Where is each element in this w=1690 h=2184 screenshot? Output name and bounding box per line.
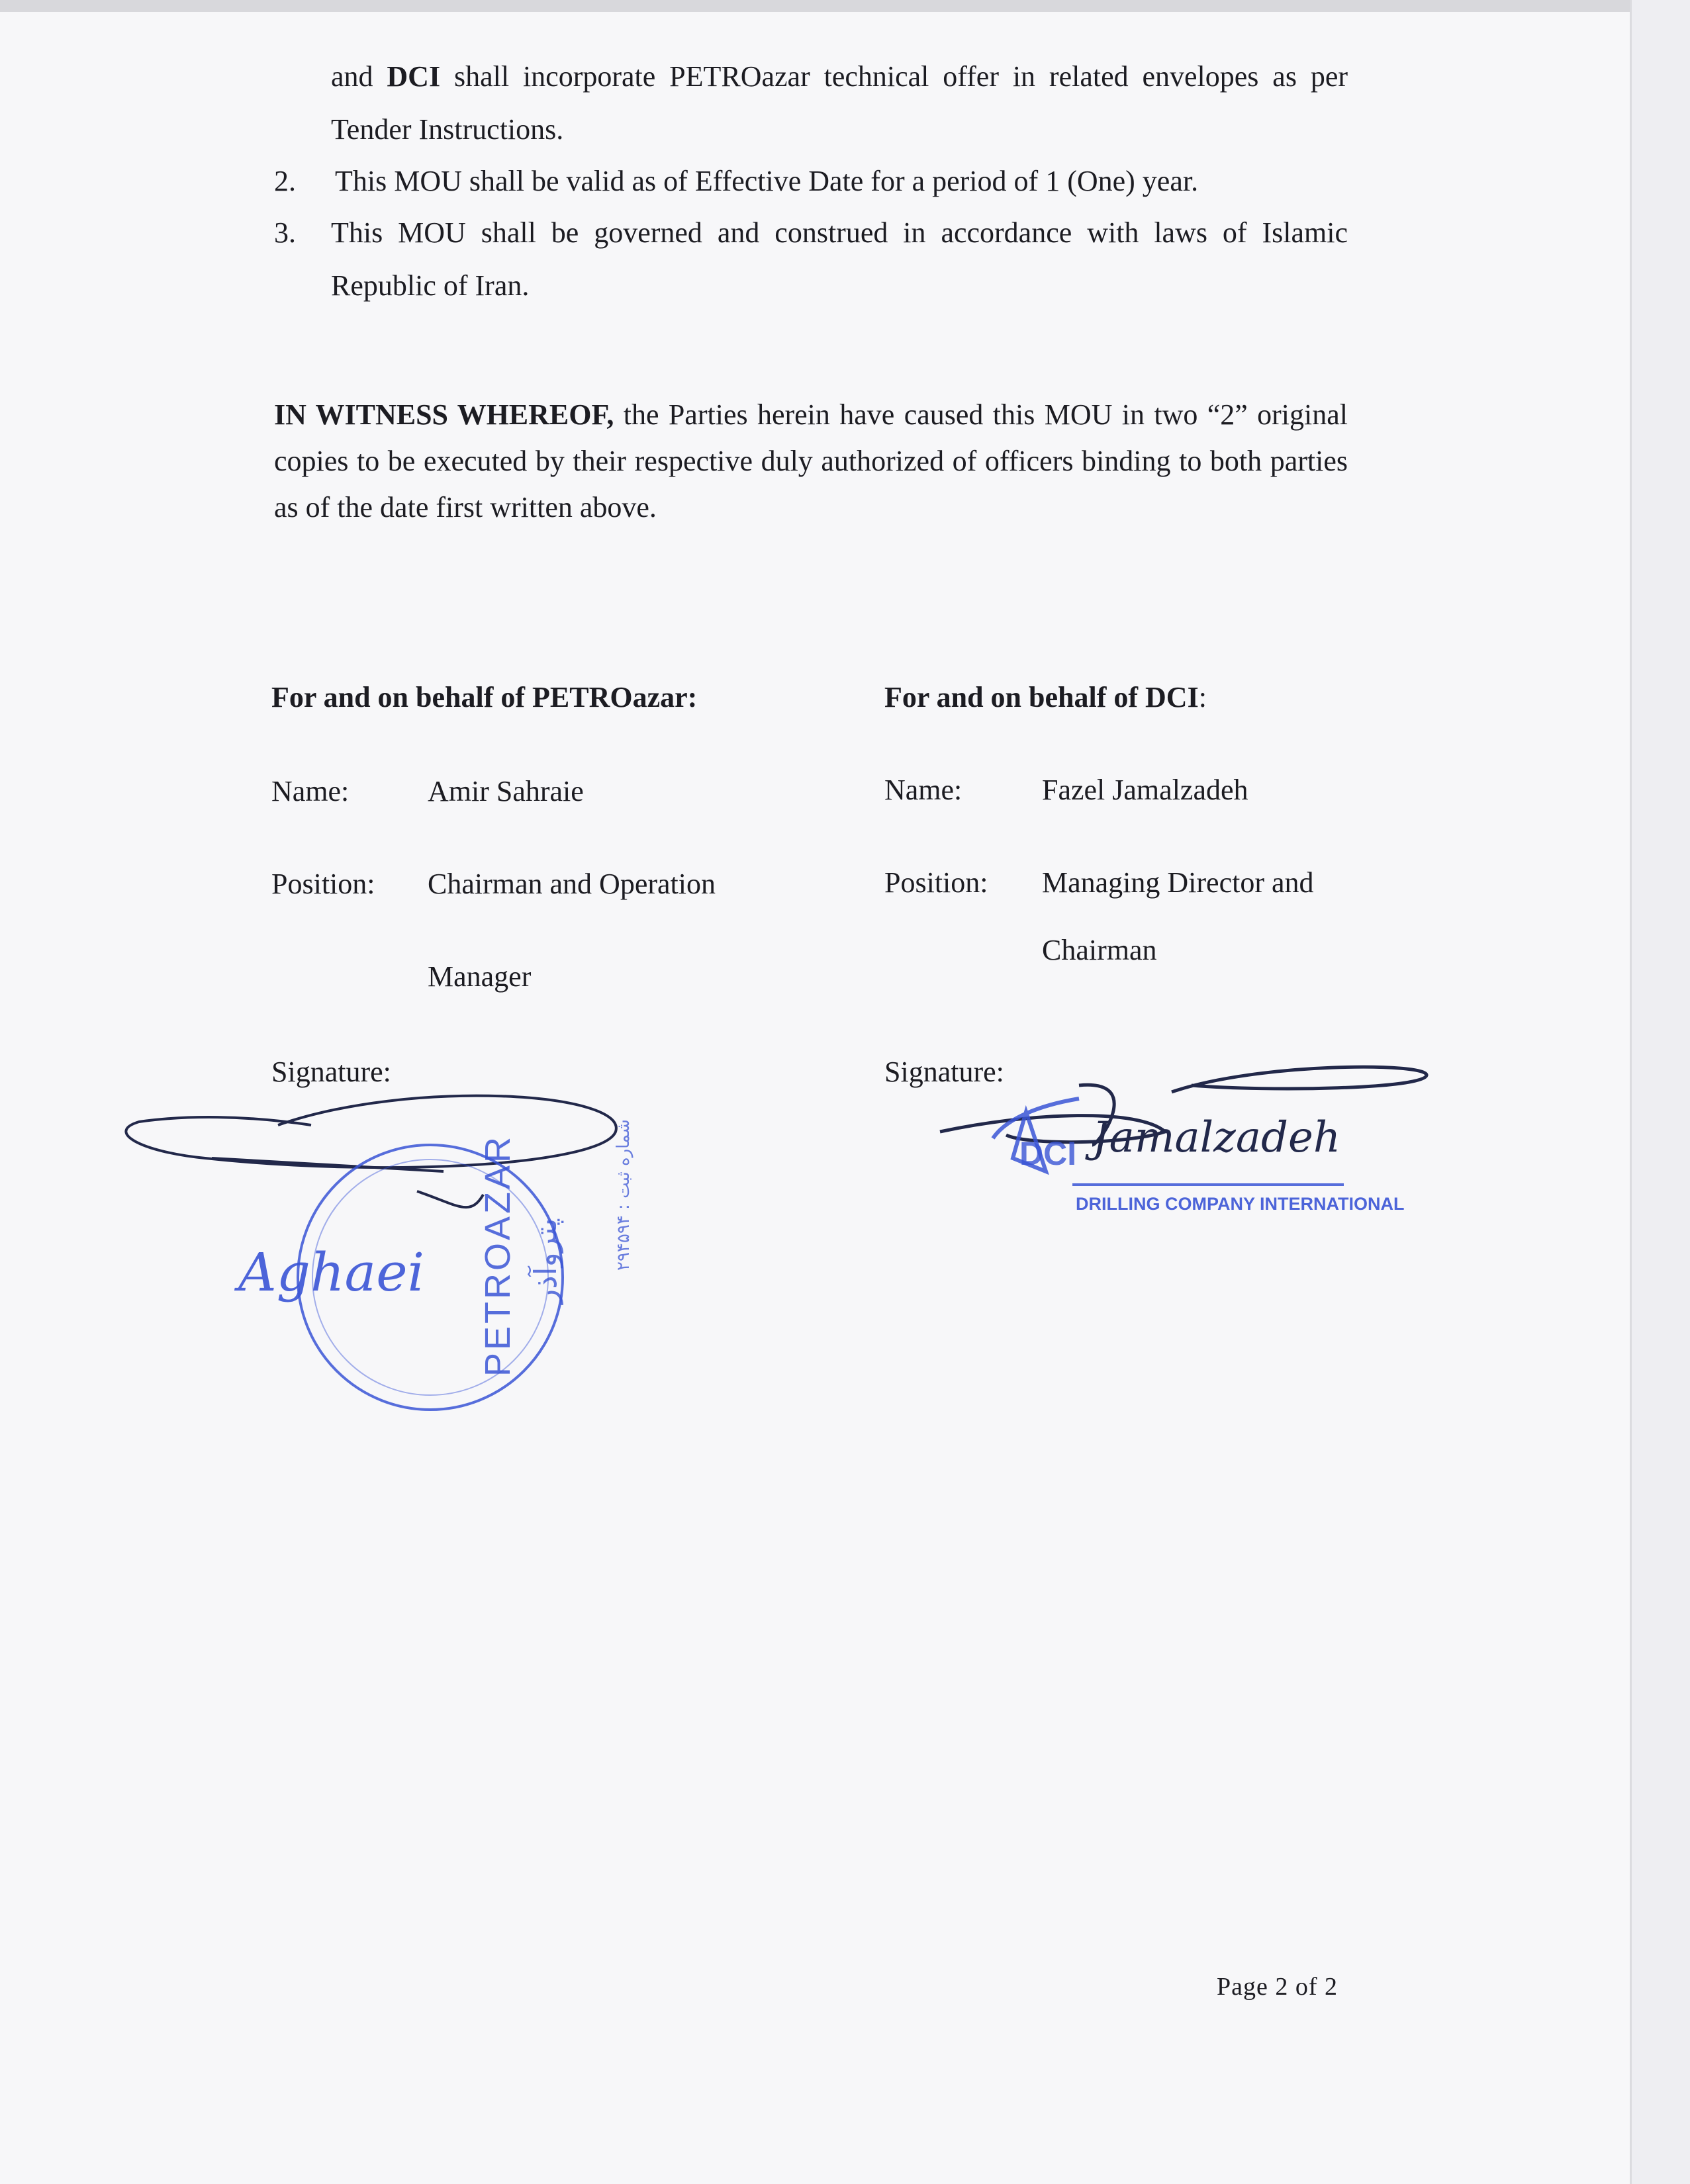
- item-2-number: 2.: [274, 165, 296, 197]
- page-right-edge: [1630, 0, 1690, 2184]
- dci-stamp-signature: [927, 1052, 1443, 1224]
- petroazar-position: Chairman and Operation: [428, 868, 716, 900]
- petroazar-signature-label: Signature:: [271, 1056, 391, 1088]
- petroazar-signature-loop: [126, 1096, 616, 1167]
- item-2-text: This MOU shall be valid as of Effective Date for a period of 1 (One) year.: [335, 165, 1199, 197]
- dci-stamp-logo: DCI: [1019, 1135, 1077, 1172]
- dci-stamp-text: DRILLING COMPANY INTERNATIONAL: [1076, 1194, 1405, 1214]
- dci-position: Managing Director and: [1042, 866, 1314, 899]
- petroazar-name: Amir Sahraie: [428, 775, 584, 807]
- petroazar-stamp-signature: [113, 1052, 634, 1423]
- petroazar-position-line2: Manager: [428, 960, 532, 993]
- item-3-text: This MOU shall be governed and construed in accordance with laws of Islamic: [331, 216, 1348, 249]
- petroazar-stamp-number: ۲۹۴۵۹۴ : شماره ثبت: [614, 1119, 634, 1271]
- witness-paragraph: IN WITNESS WHEREOF, the Parties herein have caused this MOU in two “2” original copies to be executed by their respective duly authorized of officers binding to both parties as of the date first written above.: [274, 398, 1348, 523]
- petroazar-signature-scrawl: Aghaei: [238, 1242, 425, 1303]
- petroazar-name-label: Name:: [271, 775, 350, 807]
- petroazar-stamp-latin: PETROAZAR: [478, 1134, 518, 1377]
- item-3-number: 3.: [274, 216, 296, 249]
- dci-signature-scrawl: Jamalzadeh: [1092, 1113, 1341, 1162]
- clause-continuation: and DCI shall incorporate PETROazar technical offer in related envelopes as per: [331, 60, 1348, 93]
- page-number: Page 2 of 2: [1217, 1973, 1338, 2001]
- page-top-edge: [0, 0, 1688, 12]
- dci-name: Fazel Jamalzadeh: [1042, 774, 1248, 806]
- item-3-text-line2: Republic of Iran.: [331, 269, 530, 302]
- dci-position-line2: Chairman: [1042, 934, 1157, 966]
- dci-signature-loop: [1172, 1067, 1427, 1092]
- petroazar-position-label: Position:: [271, 868, 375, 900]
- clause-continuation-line2: Tender Instructions.: [331, 113, 564, 146]
- dci-position-label: Position:: [884, 866, 988, 899]
- dci-name-label: Name:: [884, 774, 962, 806]
- dci-signature-label: Signature:: [884, 1056, 1004, 1088]
- dci-heading: For and on behalf of DCI:: [884, 681, 1207, 713]
- petroazar-heading: For and on behalf of PETROazar:: [271, 681, 698, 713]
- petroazar-stamp-farsi: پتروآذر: [528, 1218, 563, 1304]
